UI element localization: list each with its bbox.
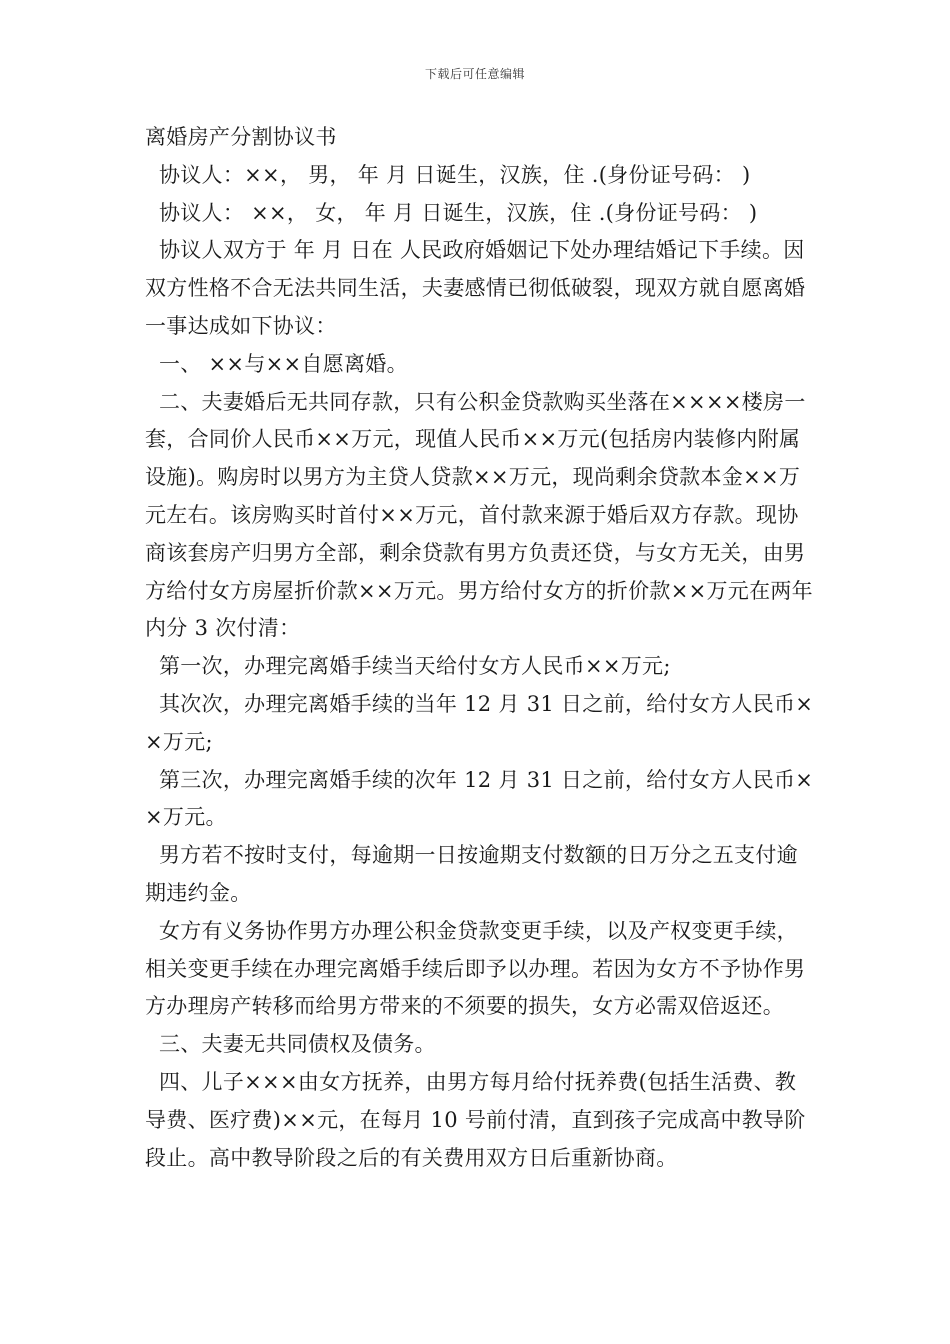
clause-4: 四、儿子×××由女方抚养，由男方每月给付抚养费(包括生活费、教导费、医疗费)××元，在每月 10 号前付清，直到孩子完成高中教导阶段止。高中教导阶段之后的有关费用双方日后重新协商。	[145, 1069, 806, 1170]
intro-paragraph: 协议人双方于 年 月 日在 人民政府婚姻记下处办理结婚记下手续。因双方性格不合无法共同生活，夫妻感情已彻低破裂，现双方就自愿离婚一事达成如下协议：	[145, 238, 806, 338]
party-a-line: 协议人：××， 男， 年 月 日诞生，汉族，住 .(身份证号码： )	[145, 162, 751, 187]
clause-3: 三、夫妻无共同债权及债务。	[145, 1032, 436, 1057]
late-penalty-paragraph: 男方若不按时支付，每逾期一日按逾期支付数额的日万分之五支付逾期违约金。	[145, 843, 798, 905]
clause-2: 二、夫妻婚后无共同存款，只有公积金贷款购买坐落在××××楼房一套，合同价人民币××万元，现值人民币××万元(包括房内装修内附属设施)。购房时以男方为主贷人贷款××万元，现尚剩余贷款本金××万元左右。该房购买时首付××万元，首付款来源于婚后双方存款。现协商该套房产归男方全部，剩余贷款有男方负责还贷，与女方无关，由男方给付女方房屋折价款××万元。男方给付女方的折价款××万元在两年内分 3 次付清：	[145, 389, 813, 641]
party-b-line: 协议人： ××， 女， 年 月 日诞生，汉族，住 .(身份证号码： )	[145, 200, 758, 225]
header-note: 下载后可任意编辑	[424, 67, 525, 81]
payment-3: 第三次，办理完离婚手续的次年 12 月 31 日之前，给付女方人民币××万元。	[145, 767, 814, 830]
payment-1: 第一次，办理完离婚手续当天给付女方人民币××万元;	[145, 654, 671, 679]
document-body	[145, 119, 817, 1177]
payment-2: 其次次，办理完离婚手续的当年 12 月 31 日之前，给付女方人民币××万元;	[145, 691, 814, 754]
cooperation-paragraph: 女方有义务协作男方办理公积金贷款变更手续，以及产权变更手续，相关变更手续在办理完离婚手续后即予以办理。若因为女方不予协作男方办理房产转移而给男方带来的不须要的损失，女方必需双倍返还。	[145, 918, 806, 1019]
document-title: 离婚房产分割协议书	[145, 125, 337, 149]
clause-1: 一、 ××与××自愿离婚。	[145, 351, 408, 376]
